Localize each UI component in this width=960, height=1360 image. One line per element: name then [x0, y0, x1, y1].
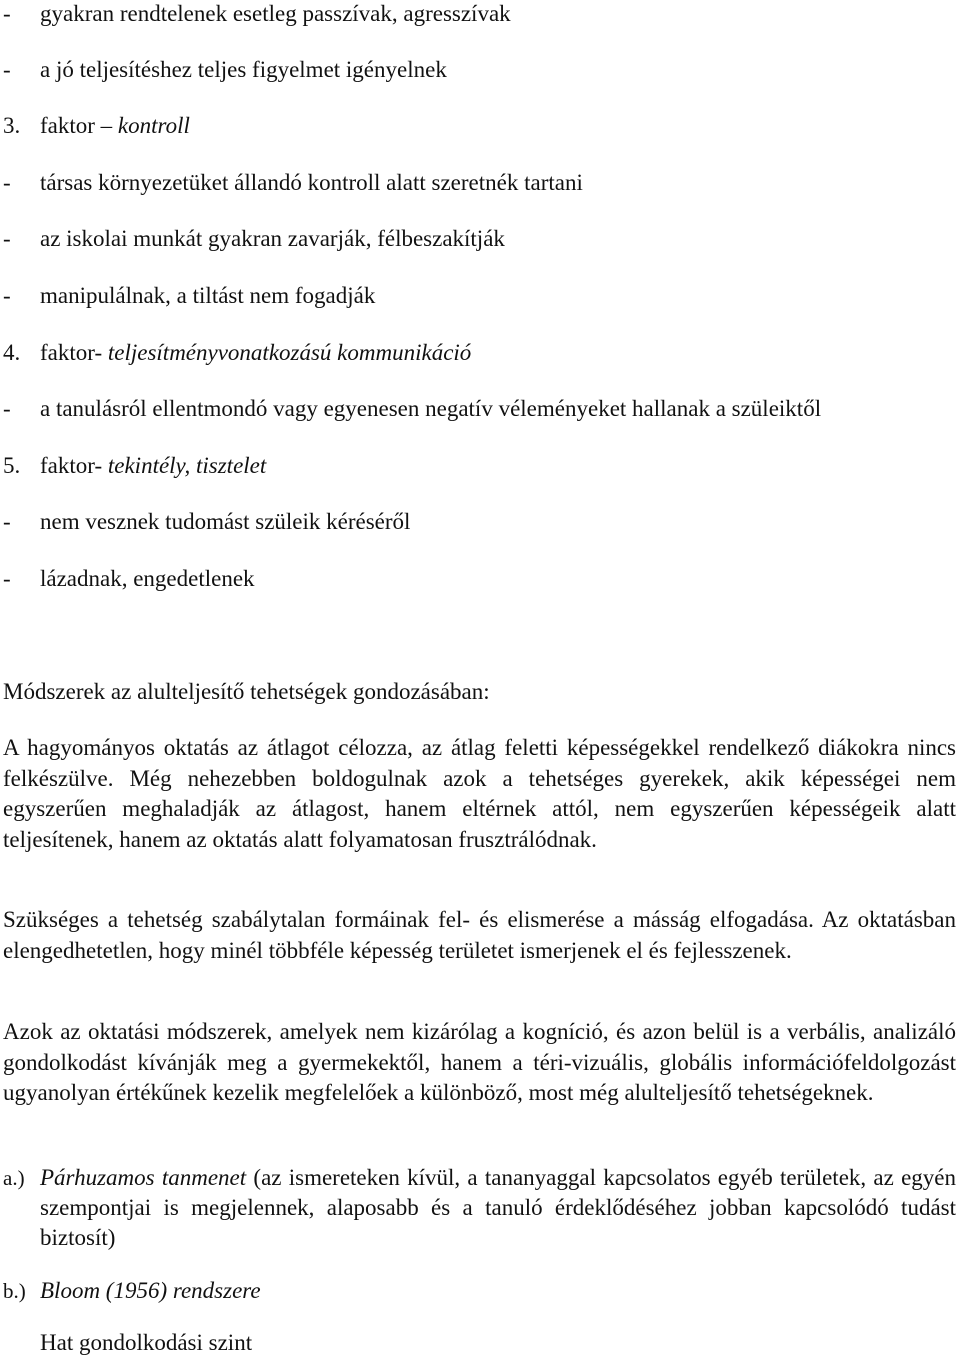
dash-marker: -	[3, 170, 11, 195]
factor-prefix: faktor –	[40, 113, 118, 138]
dash-marker: -	[3, 509, 11, 534]
item-body	[40, 1163, 956, 1253]
item-title: Bloom (1956) rendszere	[40, 1278, 261, 1303]
list-item-text: lázadnak, engedetlenek	[40, 566, 255, 591]
body-paragraph: Azok az oktatási módszerek, amelyek nem kizárólag a kogníció, és azon belül is a verbális, analizáló gondolkodást kívánják meg a gyermekektől, hanem a téri-vizuális, globális információfeldolgozást ugyanolyan értékűnek kezelik megfelelőek a különböző, most még alulteljesítő tehetségeknek.	[3, 1019, 956, 1105]
factor-prefix: faktor-	[40, 340, 108, 365]
factor-name: teljesítményvonatkozású kommunikáció	[107, 340, 472, 365]
list-item-text: a jó teljesítéshez teljes figyelmet igényelnek	[40, 57, 447, 82]
list-item-text: manipulálnak, a tiltást nem fogadják	[40, 283, 376, 308]
body-paragraph: A hagyományos oktatás az átlagot célozza, az átlag feletti képességekkel rendelkező diákokra nincs felkészülve. Még nehezebben boldogulnak azok a tehetséges gyerekek, akik képességei nem egyszerűen meghaladják az átlagost, hanem eltérnek attól, nem egyszerűen képességeik alatt teljesítenek, hanem az oktatás alatt folyamatosan frusztrálódnak.	[3, 735, 956, 852]
list-item-text: gyakran rendtelenek esetleg passzívak, agresszívak	[40, 1, 511, 26]
dash-marker: -	[3, 566, 11, 591]
dash-marker: -	[3, 1, 11, 26]
item-label: a.)	[3, 1166, 25, 1190]
dash-marker: -	[3, 226, 11, 251]
factor-name: tekintély, tisztelet	[107, 453, 267, 478]
factor-prefix: faktor-	[40, 453, 108, 478]
factor-title	[40, 339, 471, 367]
list-item-text: társas környezetüket állandó kontroll alatt szeretnék tartani	[40, 170, 583, 195]
dash-marker: -	[3, 396, 11, 421]
sub-heading-text: Hat gondolkodási szint	[40, 1330, 253, 1355]
item-text: (az ismereteken kívül, a tananyaggal kapcsolatos egyéb területek, az egyén szempontjai is megjelennek, alaposabb és a tanuló érdeklődéséhez jobban kapcsolódó tudást biztosít)	[40, 1165, 956, 1250]
factor-title	[40, 112, 190, 140]
item-label: b.)	[3, 1279, 26, 1303]
section-heading: Módszerek az alulteljesítő tehetségek gondozásában:	[3, 679, 490, 704]
list-item-text: nem vesznek tudomást szüleik kéréséről	[40, 509, 411, 534]
dash-marker: -	[3, 57, 11, 82]
list-item-text: az iskolai munkát gyakran zavarják, félbeszakítják	[40, 226, 505, 251]
item-title: Párhuzamos tanmenet	[40, 1165, 247, 1190]
list-item-text: a tanulásról ellentmondó vagy egyenesen negatív véleményeket hallanak a szüleiktől	[40, 396, 822, 421]
body-paragraph: Szükséges a tehetség szabálytalan formáinak fel- és elismerése a másság elfogadása. Az oktatásban elengedhetetlen, hogy minél többféle képesség területet ismerjenek el és fejlesszenek.	[3, 907, 956, 963]
factor-number: 3.	[3, 113, 21, 138]
factor-name: kontroll	[117, 113, 190, 138]
dash-marker: -	[3, 283, 11, 308]
factor-number: 4.	[3, 340, 21, 365]
factor-number: 5.	[3, 453, 21, 478]
factor-title	[40, 452, 266, 480]
